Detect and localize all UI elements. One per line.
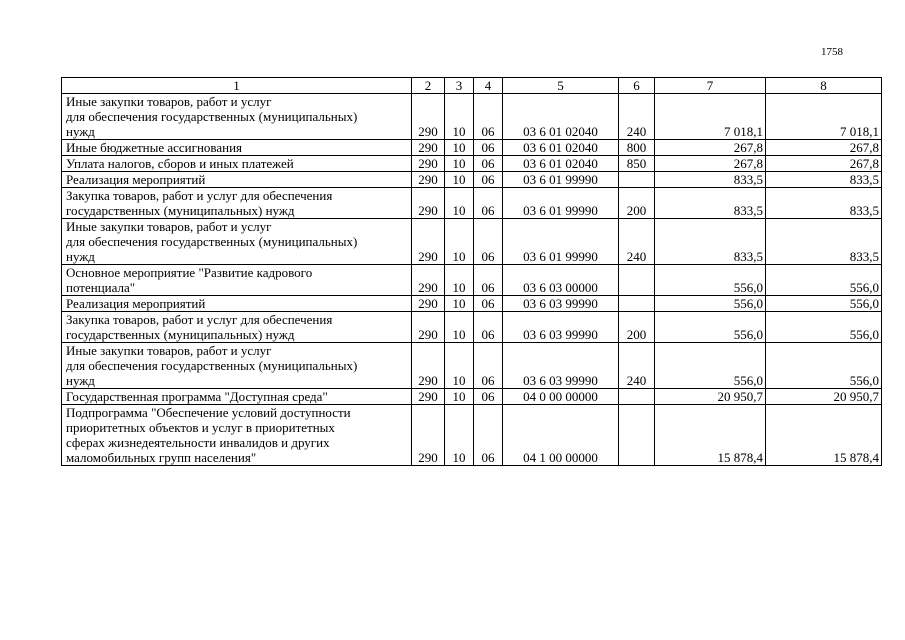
row-code-cell: 290 bbox=[412, 296, 445, 312]
row-section-cell: 10 bbox=[445, 140, 474, 156]
row-name-cell: Уплата налогов, сборов и иных платежей bbox=[62, 156, 412, 172]
table-row bbox=[62, 405, 882, 466]
row-section-cell: 10 bbox=[445, 188, 474, 219]
header-cell: 5 bbox=[503, 78, 619, 94]
row-code-cell: 290 bbox=[412, 219, 445, 265]
row-subsection-cell: 06 bbox=[474, 156, 503, 172]
row-amount-cell: 15 878,4 bbox=[655, 405, 766, 466]
header-cell: 1 bbox=[62, 78, 412, 94]
table-row bbox=[62, 156, 882, 172]
row-code-cell: 290 bbox=[412, 172, 445, 188]
row-amount-cell: 833,5 bbox=[655, 219, 766, 265]
row-subsection-cell: 06 bbox=[474, 405, 503, 466]
row-subsection-cell: 06 bbox=[474, 172, 503, 188]
row-type-cell bbox=[619, 172, 655, 188]
row-type-cell: 850 bbox=[619, 156, 655, 172]
row-subsection-cell: 06 bbox=[474, 389, 503, 405]
row-target-cell: 04 0 00 00000 bbox=[503, 389, 619, 405]
row-type-cell: 240 bbox=[619, 219, 655, 265]
row-amount-cell: 556,0 bbox=[655, 296, 766, 312]
row-type-cell bbox=[619, 265, 655, 296]
header-row bbox=[62, 78, 882, 94]
row-type-cell: 240 bbox=[619, 343, 655, 389]
row-name-cell: Реализация мероприятий bbox=[62, 172, 412, 188]
row-code-cell: 290 bbox=[412, 188, 445, 219]
row-amount-cell: 833,5 bbox=[655, 188, 766, 219]
row-code-cell: 290 bbox=[412, 140, 445, 156]
header-cell: 3 bbox=[445, 78, 474, 94]
row-amount-cell: 556,0 bbox=[766, 296, 882, 312]
row-section-cell: 10 bbox=[445, 405, 474, 466]
row-subsection-cell: 06 bbox=[474, 219, 503, 265]
row-code-cell: 290 bbox=[412, 312, 445, 343]
row-code-cell: 290 bbox=[412, 94, 445, 140]
row-amount-cell: 556,0 bbox=[766, 343, 882, 389]
row-code-cell: 290 bbox=[412, 343, 445, 389]
row-code-cell: 290 bbox=[412, 156, 445, 172]
row-name-cell: Иные закупки товаров, работ и услуг для обеспечения государственных (муниципальных) нужд bbox=[62, 219, 412, 265]
row-subsection-cell: 06 bbox=[474, 265, 503, 296]
row-name-cell: Реализация мероприятий bbox=[62, 296, 412, 312]
row-type-cell: 200 bbox=[619, 188, 655, 219]
row-amount-cell: 556,0 bbox=[655, 343, 766, 389]
row-subsection-cell: 06 bbox=[474, 188, 503, 219]
header-cell: 8 bbox=[766, 78, 882, 94]
row-amount-cell: 7 018,1 bbox=[655, 94, 766, 140]
row-subsection-cell: 06 bbox=[474, 312, 503, 343]
row-name-cell: Основное мероприятие "Развитие кадрового потенциала" bbox=[62, 265, 412, 296]
row-amount-cell: 833,5 bbox=[766, 219, 882, 265]
row-amount-cell: 556,0 bbox=[655, 265, 766, 296]
table-row bbox=[62, 389, 882, 405]
row-subsection-cell: 06 bbox=[474, 94, 503, 140]
row-target-cell: 03 6 01 02040 bbox=[503, 156, 619, 172]
row-amount-cell: 7 018,1 bbox=[766, 94, 882, 140]
row-amount-cell: 833,5 bbox=[766, 172, 882, 188]
row-subsection-cell: 06 bbox=[474, 140, 503, 156]
row-section-cell: 10 bbox=[445, 156, 474, 172]
row-target-cell: 03 6 01 99990 bbox=[503, 219, 619, 265]
row-amount-cell: 833,5 bbox=[655, 172, 766, 188]
row-section-cell: 10 bbox=[445, 219, 474, 265]
row-target-cell: 03 6 03 99990 bbox=[503, 343, 619, 389]
table-row bbox=[62, 343, 882, 389]
row-code-cell: 290 bbox=[412, 389, 445, 405]
table-row bbox=[62, 140, 882, 156]
row-amount-cell: 556,0 bbox=[655, 312, 766, 343]
budget-table bbox=[61, 77, 882, 466]
row-target-cell: 03 6 01 99990 bbox=[503, 188, 619, 219]
row-type-cell bbox=[619, 389, 655, 405]
row-amount-cell: 556,0 bbox=[766, 312, 882, 343]
row-target-cell: 03 6 03 99990 bbox=[503, 296, 619, 312]
row-target-cell: 03 6 03 99990 bbox=[503, 312, 619, 343]
row-target-cell: 03 6 01 02040 bbox=[503, 140, 619, 156]
table-row bbox=[62, 188, 882, 219]
row-type-cell bbox=[619, 405, 655, 466]
header-cell: 7 bbox=[655, 78, 766, 94]
row-section-cell: 10 bbox=[445, 389, 474, 405]
header-cell: 6 bbox=[619, 78, 655, 94]
row-amount-cell: 15 878,4 bbox=[766, 405, 882, 466]
row-target-cell: 03 6 01 99990 bbox=[503, 172, 619, 188]
row-name-cell: Иные закупки товаров, работ и услуг для обеспечения государственных (муниципальных) нужд bbox=[62, 343, 412, 389]
row-name-cell: Закупка товаров, работ и услуг для обеспечения государственных (муниципальных) нужд bbox=[62, 312, 412, 343]
row-name-cell: Государственная программа "Доступная среда" bbox=[62, 389, 412, 405]
row-type-cell: 240 bbox=[619, 94, 655, 140]
table-row bbox=[62, 265, 882, 296]
row-code-cell: 290 bbox=[412, 405, 445, 466]
table-body bbox=[62, 78, 882, 466]
table-row bbox=[62, 219, 882, 265]
table-row bbox=[62, 312, 882, 343]
row-name-cell: Закупка товаров, работ и услуг для обеспечения государственных (муниципальных) нужд bbox=[62, 188, 412, 219]
page-number: 1758 bbox=[821, 46, 843, 58]
row-section-cell: 10 bbox=[445, 172, 474, 188]
table-row bbox=[62, 94, 882, 140]
row-amount-cell: 267,8 bbox=[655, 156, 766, 172]
row-type-cell: 800 bbox=[619, 140, 655, 156]
row-code-cell: 290 bbox=[412, 265, 445, 296]
row-amount-cell: 833,5 bbox=[766, 188, 882, 219]
row-type-cell bbox=[619, 296, 655, 312]
table-row bbox=[62, 172, 882, 188]
table-row bbox=[62, 296, 882, 312]
row-name-cell: Подпрограмма "Обеспечение условий доступности приоритетных объектов и услуг в приоритетных сферах жизнедеятельности инвалидов и других маломобильных групп населения" bbox=[62, 405, 412, 466]
header-cell: 2 bbox=[412, 78, 445, 94]
row-target-cell: 03 6 03 00000 bbox=[503, 265, 619, 296]
row-target-cell: 03 6 01 02040 bbox=[503, 94, 619, 140]
row-section-cell: 10 bbox=[445, 94, 474, 140]
row-target-cell: 04 1 00 00000 bbox=[503, 405, 619, 466]
row-name-cell: Иные закупки товаров, работ и услуг для обеспечения государственных (муниципальных) нужд bbox=[62, 94, 412, 140]
row-amount-cell: 267,8 bbox=[655, 140, 766, 156]
row-subsection-cell: 06 bbox=[474, 296, 503, 312]
row-amount-cell: 20 950,7 bbox=[655, 389, 766, 405]
row-section-cell: 10 bbox=[445, 312, 474, 343]
row-amount-cell: 20 950,7 bbox=[766, 389, 882, 405]
row-amount-cell: 267,8 bbox=[766, 140, 882, 156]
row-subsection-cell: 06 bbox=[474, 343, 503, 389]
row-amount-cell: 267,8 bbox=[766, 156, 882, 172]
row-amount-cell: 556,0 bbox=[766, 265, 882, 296]
row-section-cell: 10 bbox=[445, 296, 474, 312]
header-cell: 4 bbox=[474, 78, 503, 94]
row-section-cell: 10 bbox=[445, 343, 474, 389]
row-section-cell: 10 bbox=[445, 265, 474, 296]
row-name-cell: Иные бюджетные ассигнования bbox=[62, 140, 412, 156]
row-type-cell: 200 bbox=[619, 312, 655, 343]
